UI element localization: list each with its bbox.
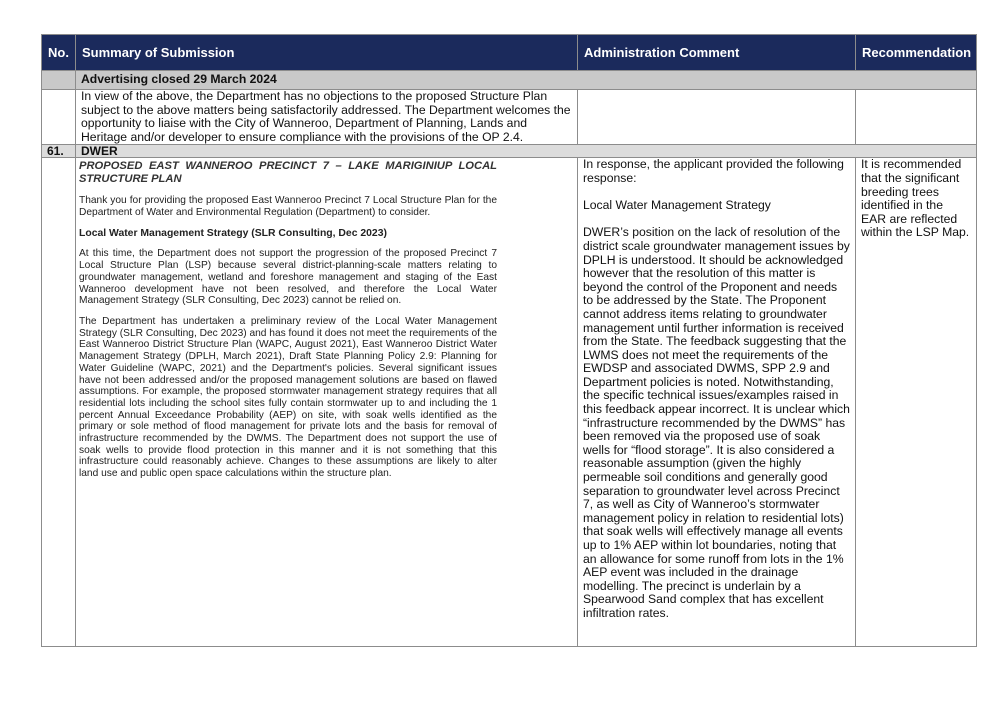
submission-excerpt-image: [76, 158, 577, 492]
section-row: [42, 71, 977, 90]
section-label: Advertising closed 29 March 2024: [76, 71, 977, 90]
submission-summary: [76, 158, 578, 647]
excerpt-para-3: The Department has undertaken a preliminary review of the Local Water Management Strategy (SLR Consulting, Dec 2023) and has found it does not meet the requirements of the East Wanneroo District Structure Plan (WAPC, August 2021), East Wanneroo District Water Management Strategy (DPLH, March 2021), Draft State Planning Policy 2.9: Planning for Water Guideline (WAPC, 2021) and the Department's policies. Several significant issues have not been addressed and/or the proposed management solutions are based on flawed assumptions. For example, the proposed stormwater management strategy requires that all residential lots including the school sites fully contain stormwater up to and including the 1 percent Annual Exceedance Probability (AEP) on site, with soak wells identified as the primary or sole method of flood management for private lots and the basis for removal of infrastructure recommended by the DWMS. The Department does not support the use of soak wells to provide flood protection in this manner and it is not something that this infrastructure could reasonably achieve. Changes to these assumptions are likely to alter land use and public open space calculations within the structure plan.: [79, 316, 497, 480]
header-no: No.: [42, 35, 76, 71]
submitter-row: [42, 145, 977, 158]
excerpt-para-2: At this time, the Department does not support the progression of the proposed Precinct 7 Local Structure Plan (LSP) because several district-planning-scale matters relating to groundwater management, wetland and foreshore management and staging of the East Wanneroo development have not been resolved, and therefore the Local Water Management Strategy (SLR Consulting, Dec 2023) cannot be relied on.: [79, 248, 497, 307]
excerpt-heading: Local Water Management Strategy (SLR Consulting, Dec 2023): [79, 227, 387, 239]
admin-intro: In response, the applicant provided the following response:: [583, 157, 844, 185]
submissions-table: [41, 34, 977, 647]
submission-row: [42, 158, 977, 647]
submitter-name: DWER: [76, 145, 977, 158]
continued-summary: In view of the above, the Department has no objections to the proposed Structure Plan subject to the above matters being satisfactorily addressed. The Department welcomes the opportunity to liaise with the City of Wanneroo, Department of Planning, Lands and Heritage and/or developer to ensure compliance with the provisions of the OP 2.4.: [76, 90, 578, 145]
admin-comment-cell: [578, 158, 856, 647]
continued-row: [42, 90, 977, 145]
excerpt-para-1: Thank you for providing the proposed East Wanneroo Precinct 7 Local Structure Plan for the Department of Water and Environmental Regulation (Department) to consider.: [79, 195, 497, 219]
excerpt-title: PROPOSED EAST WANNEROO PRECINCT 7 – LAKE MARIGINIUP LOCAL STRUCTURE PLAN: [79, 160, 497, 186]
header-admin-comment: Administration Comment: [578, 35, 856, 71]
admin-heading: Local Water Management Strategy: [583, 198, 771, 213]
submission-number: 61.: [42, 145, 76, 158]
header-recommendation: Recommendation: [856, 35, 977, 71]
admin-body: DWER’s position on the lack of resolution of the district scale groundwater management issues by DPLH is understood. It should be acknowledged however that the resolution of this matter is beyond the control of the Proponent and needs to be addressed by the State. The Proponent cannot address items relating to groundwater management until further information is received from the State. The feedback suggesting that the LWMS does not meet the requirements of the EWDSP and associated DWMS, SPP 2.9 and Department policies is noted. Notwithstanding, the specific technical issues/examples raised in this feedback appear incorrect. It is unclear which “infrastructure recommended by the DWMS” has been removed via the proposed use of soak wells for “flood storage”. It is also considered a reasonable assumption (given the highly permeable soil conditions and generally good separation to groundwater level across Precinct 7, as well as City of Wanneroo’s stormwater management policy in relation to residential lots) that soak wells will effectively manage all events up to 1% AEP within lot boundaries, noting that an allowance for some runoff from lots in the 1% AEP event was included in the drainage modelling. The precinct is underlain by a Spearwood Sand complex that has excellent infiltration rates.: [583, 225, 850, 620]
header-summary: Summary of Submission: [76, 35, 578, 71]
header-row: [42, 35, 977, 71]
recommendation-cell: It is recommended that the significant breeding trees identified in the EAR are reflected within the LSP Map.: [856, 158, 977, 647]
